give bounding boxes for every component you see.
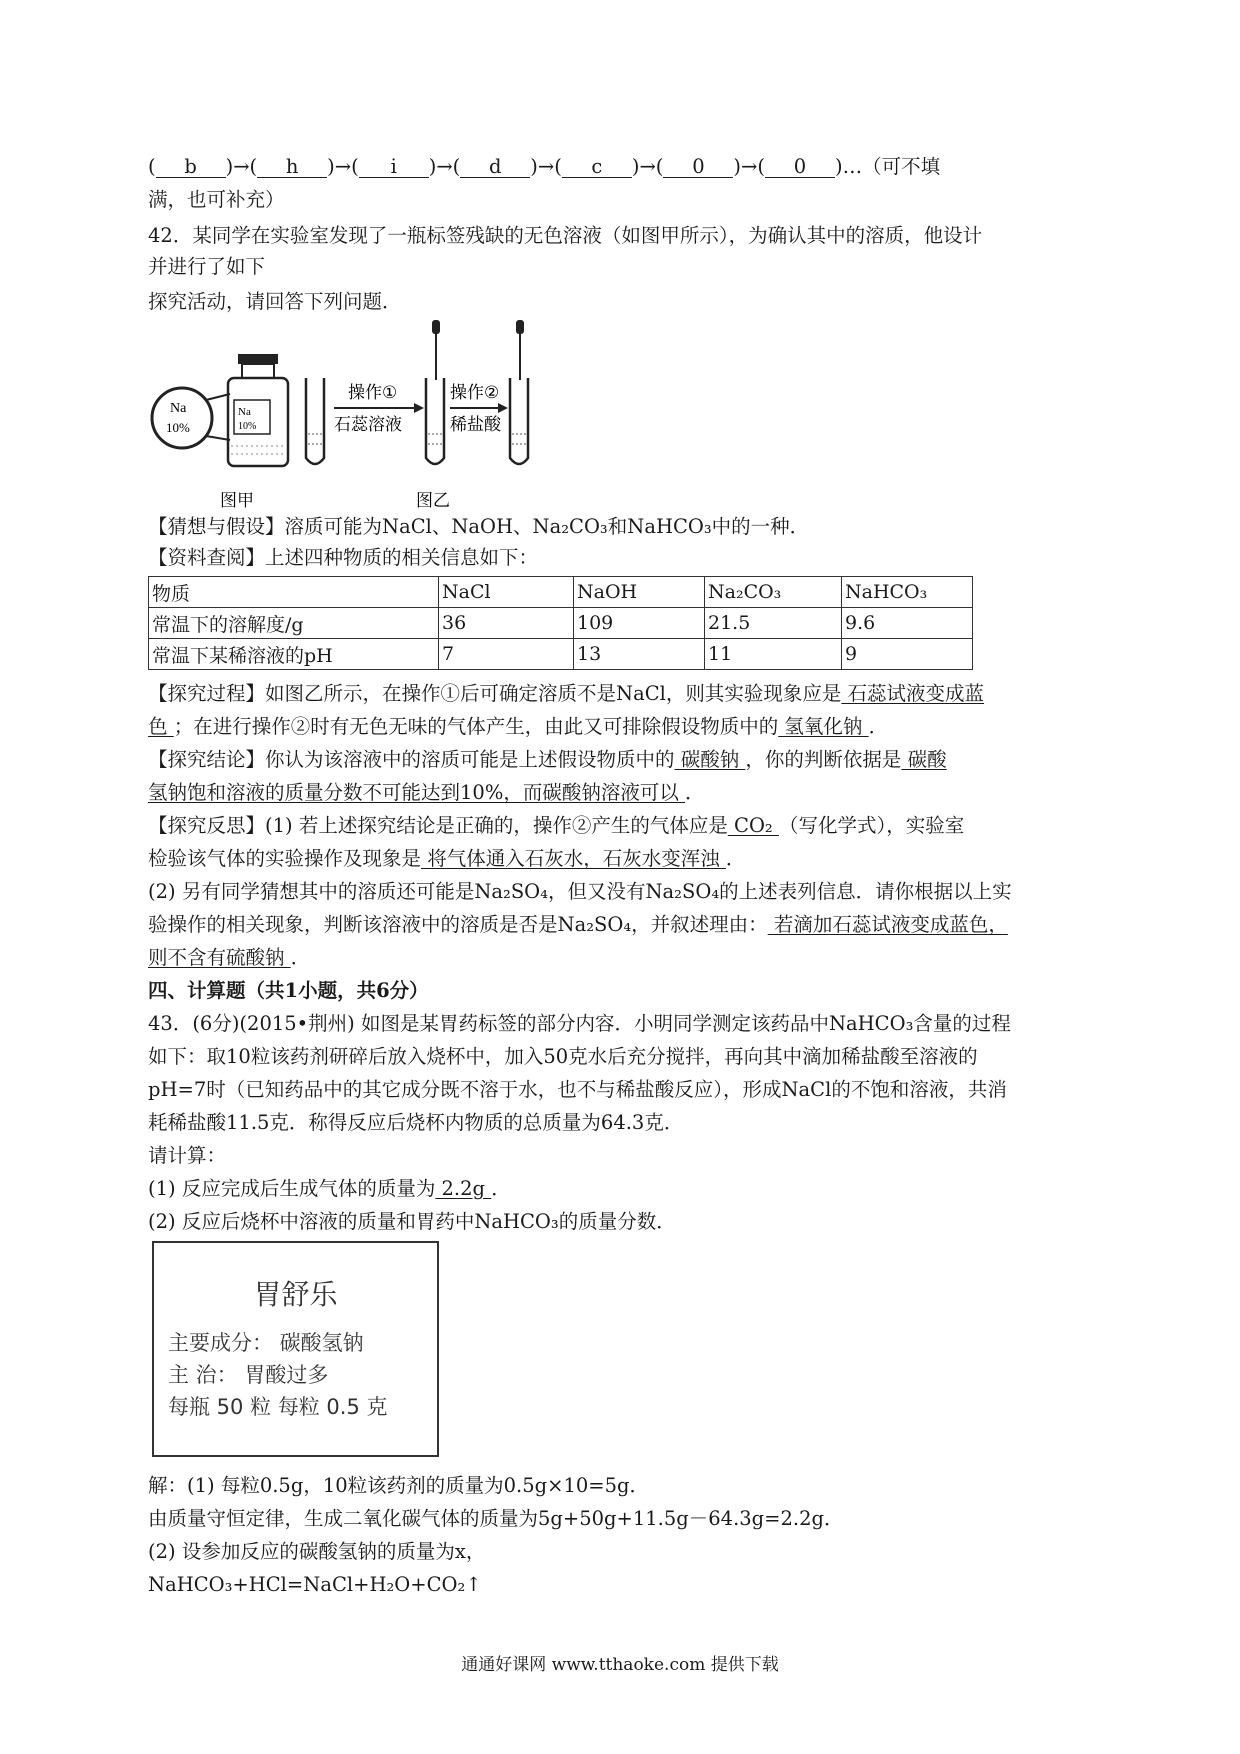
reagent1-label: 石蕊溶液 [334,415,402,435]
conclusion-text-3: ． [685,781,705,804]
medicine-label-title: 胃舒乐 [253,1278,338,1311]
label-big-text: Na [170,401,187,416]
experiment-diagram [148,318,568,518]
table-cell: 36 [439,608,574,639]
q43-line-2: 如下：取10粒该药剂研碎后放入烧杯中，加入50克水后充分搅拌，再向其中滴加稀盐酸至溶液的 [148,1045,978,1068]
q43-line-3: pH=7时（已知药品中的其它成分既不溶于水，也不与稀盐酸反应），形成NaCl的不饱和溶液，共消 [148,1078,1007,1101]
reflection-line-2 [148,847,745,871]
reagent-bottle-icon [228,354,288,466]
table-cell: 物质 [149,577,439,608]
label-magnifier-icon [152,388,212,448]
table-cell: 9 [842,639,973,670]
q43-line-5: 请计算： [148,1144,227,1167]
q41-blank-1: b [156,157,226,178]
table-cell: Na₂CO₃ [705,577,842,608]
reagent2-label: 稀盐酸 [450,415,501,435]
reflection-text-1: 【探究反思】(1) 若上述探究结论是正确的，操作②产生的气体应是 [148,814,728,837]
process-answer-1b: 色 [148,715,174,738]
reflection-answer-3: 若滴加石蕊试液变成蓝色， [767,913,1008,936]
q42-intro-3: 探究活动，请回答下列问题． [148,290,402,313]
medicine-label-row-1: 主要成分： 碳酸氢钠 [168,1331,364,1355]
solution-line-3: (2) 设参加反应的碳酸氢钠的质量为x， [148,1540,486,1563]
reflection-text-4: ． [725,847,746,870]
q43-sub-1 [148,1177,511,1201]
medicine-label-box [152,1241,439,1457]
q41-blank-6: 0 [663,157,733,178]
test-tube-1-icon [306,378,324,464]
reflection-answer-1: CO₂ [727,814,779,837]
q41-answer-row: ( b )→( h )→( i )→( d )→( c )→( 0 )→( 0 )…（可不填 [148,155,941,178]
q41-blank-2: h [257,157,327,178]
dropper-tube-3-icon [510,320,528,464]
reflection-line-5 [148,946,310,970]
q41-blank-4: d [460,157,530,178]
table-row [149,639,973,670]
substance-info-table [148,576,973,670]
conclusion-text-1: 【探究结论】你认为该溶液中的溶质可能是上述假设物质中的 [148,748,675,771]
process-line-2 [148,715,888,739]
process-answer-2: 氢氧化钠 [778,715,869,738]
conclusion-answer-2b: 氢钠饱和溶液的质量分数不可能达到10%，而碳酸钠溶液可以 [148,781,686,804]
label-small-text: Na [238,406,251,418]
table-cell: 21.5 [705,608,842,639]
q43-sub1-text: (1) 反应完成后生成气体的质量为 [148,1177,436,1200]
page-footer: 通通好课网 www.tthaoke.com 提供下载 [461,1655,779,1675]
conclusion-line-2 [148,781,705,805]
conclusion-answer-2: 碳酸 [901,748,947,771]
table-cell: NaCl [439,577,574,608]
reflection-line-4 [148,913,1008,937]
solution-line-1: 解：(1) 每粒0.5g，10粒该药剂的质量为0.5g×10=5g． [148,1474,650,1497]
q41-blank-3: i [359,157,429,178]
medicine-label-row-2: 主 治： 胃酸过多 [168,1363,329,1387]
process-answer-1: 石蕊试液变成蓝 [841,682,985,705]
dropper-tube-2-icon [426,320,444,464]
op2-label: 操作② [450,383,500,403]
table-cell: 常温下的溶解度/g [149,608,439,639]
q41-blank-7: 0 [765,157,835,178]
table-cell: 11 [705,639,842,670]
table-cell: 7 [439,639,574,670]
process-text-1: 【探究过程】如图乙所示，在操作①后可确定溶质不是NaCl，则其实验现象应是 [148,682,842,705]
reflection-text-7: ． [290,946,311,969]
table-cell: 常温下某稀溶液的pH [149,639,439,670]
caption-figure-b: 图乙 [416,491,450,511]
medicine-label-row-3: 每瓶 50 粒 每粒 0.5 克 [168,1395,388,1419]
process-line-1 [148,682,984,706]
label-big-pct: 10% [166,420,190,435]
experiment-figure [148,318,568,522]
conclusion-text-2: ，你的判断依据是 [745,748,902,771]
caption-figure-a: 图甲 [220,491,254,511]
reflection-answer-3b: 则不含有硫酸钠 [148,946,291,969]
table-row [149,577,973,608]
table-cell: NaOH [574,577,705,608]
q43-sub-2: (2) 反应后烧杯中溶液的质量和胃药中NaHCO₃的质量分数． [148,1210,676,1233]
solution-line-4: NaHCO₃+HCl=NaCl+H₂O+CO₂↑ [148,1573,482,1596]
table-cell: 109 [574,608,705,639]
section-heading: 四、计算题（共1小题，共6分） [148,979,429,1002]
table-cell: NaHCO₃ [842,577,973,608]
reflection-text-3: 检验该气体的实验操作及现象是 [148,847,422,870]
q42-hypothesis: 【猜想与假设】溶质可能为NaCl、NaOH、Na₂CO₃和NaHCO₃中的一种． [148,515,810,538]
table-cell: 9.6 [842,608,973,639]
reflection-line-3: (2) 另有同学猜想其中的溶质还可能是Na₂SO₄，但又没有Na₂SO₄的上述表列信息．请你根据以上实 [148,880,1012,903]
op1-label: 操作① [348,383,398,403]
solution-line-2: 由质量守恒定律，生成二氧化碳气体的质量为5g+50g+11.5g－64.3g=2.2g． [148,1507,844,1530]
q43-line-4: 耗稀盐酸11.5克．称得反应后烧杯内物质的总质量为64.3克． [148,1111,684,1134]
q42-data-lookup: 【资料查阅】上述四种物质的相关信息如下： [148,546,539,569]
process-text-3: ． [868,715,889,738]
reflection-text-2: （写化学式），实验室 [778,814,965,837]
reflection-answer-2: 将气体通入石灰水，石灰水变浑浊 [421,847,726,870]
table-row [149,608,973,639]
q41-blank-5: c [562,157,632,178]
process-text-2: ；在进行操作②时有无色无味的气体产生，由此又可排除假设物质中的 [173,715,779,738]
q42-intro-2: 并进行了如下 [148,255,266,278]
reflection-text-6: 验操作的相关现象，判断该溶液中的溶质是否是Na₂SO₄，并叙述理由： [148,913,768,936]
conclusion-answer-1: 碳酸钠 [674,748,746,771]
q43-sub1-end: ． [491,1177,511,1200]
conclusion-line-1 [148,748,947,772]
table-cell: 13 [574,639,705,670]
q41-tail: …（可不填 [842,155,941,178]
q42-intro-1: 42．某同学在实验室发现了一瓶标签残缺的无色溶液（如图甲所示），为确认其中的溶质，他设计 [148,224,983,247]
q41-line2: 满，也可补充） [148,188,285,211]
q43-sub1-answer: 2.2g [435,1177,492,1200]
label-small-pct: 10% [238,421,257,432]
q43-line-1: 43．(6分)(2015•荆州) 如图是某胃药标签的部分内容．小明同学测定该药品中NaHCO₃含量的过程 [148,1012,1011,1035]
reflection-line-1 [148,814,964,838]
